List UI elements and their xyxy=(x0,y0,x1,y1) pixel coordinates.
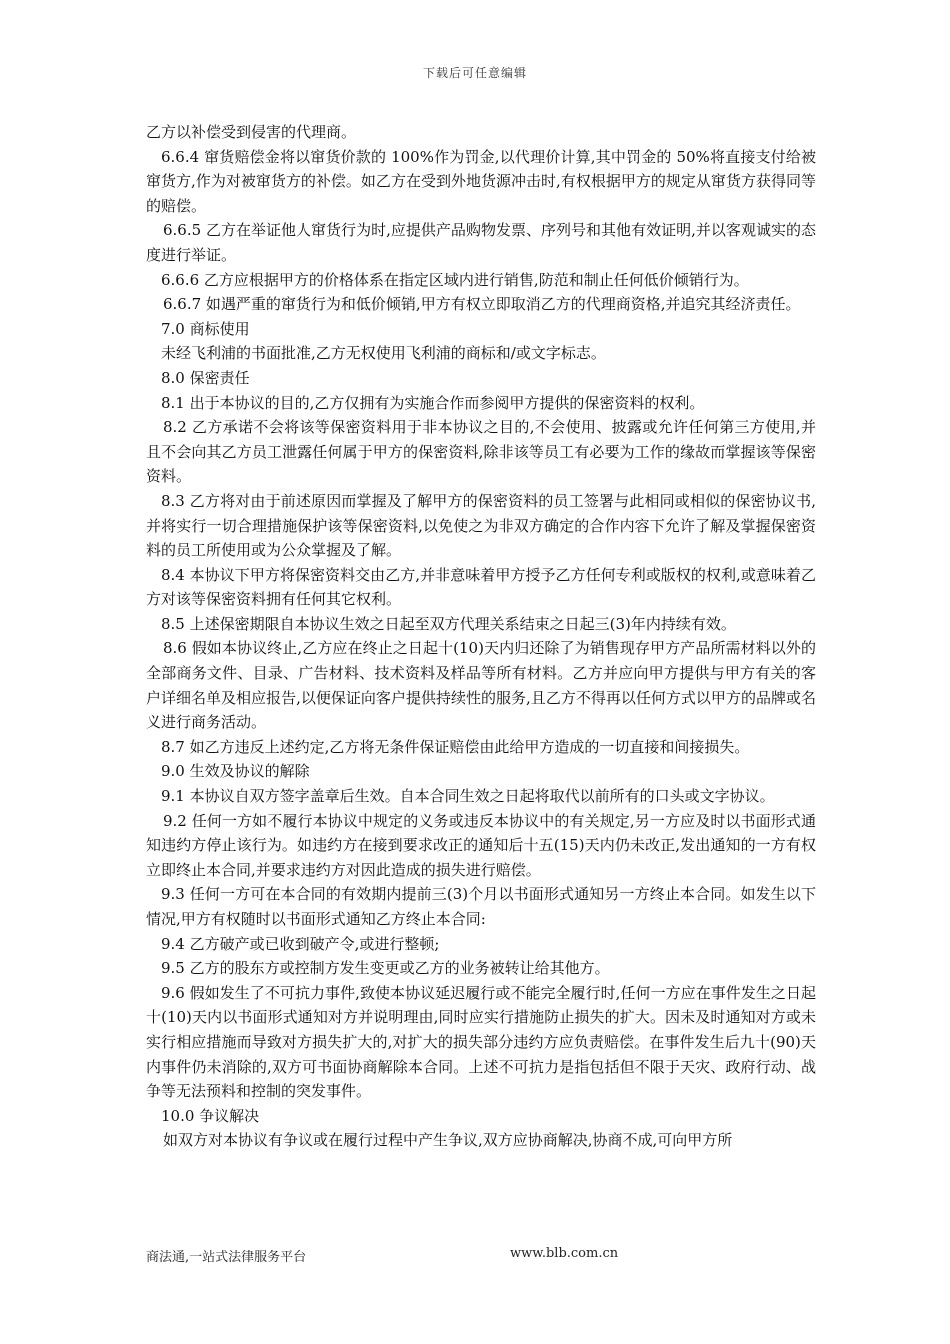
paragraph: 8.4 本协议下甲方将保密资料交由乙方,并非意味着甲方授予乙方任何专利或版权的权利,或意味着乙方对该等保密资料拥有任何其它权利。 xyxy=(146,565,816,609)
paragraph: 9.6 假如发生了不可抗力事件,致使本协议延迟履行或不能完全履行时,任何一方应在事件发生之日起十(10)天内以书面形式通知对方并说明理由,同时应实行措施防止损失的扩大。因未及时通知对方或未实行相应措施而导致对方损失扩大的,对扩大的损失部分违约方应负责赔偿。在事件发生后九十(90)天内事件仍未消除的,双方可书面协商解除本合同。上述不可抗力是指包括但不限于天灾、政府行动、战争等无法预料和控制的突发事件。 xyxy=(146,983,816,1101)
paragraph: 9.1 本协议自双方签字盖章后生效。自本合同生效之日起将取代以前所有的口头或文字协议。 xyxy=(161,787,775,806)
paragraph: 9.4 乙方破产或已收到破产令,或进行整顿; xyxy=(161,934,440,953)
paragraph: 9.5 乙方的股东方或控制方发生变更或乙方的业务被转让给其他方。 xyxy=(161,959,610,978)
paragraph: 8.1 出于本协议的目的,乙方仅拥有为实施合作而参阅甲方提供的保密资料的权利。 xyxy=(161,393,705,412)
paragraph: 乙方以补偿受到侵害的代理商。 xyxy=(146,123,357,141)
paragraph: 未经飞利浦的书面批准,乙方无权使用飞利浦的商标和/或文字标志。 xyxy=(161,344,606,363)
paragraph: 7.0 商标使用 xyxy=(161,319,250,338)
paragraph: 6.6.6 乙方应根据甲方的价格体系在指定区域内进行销售,防范和制止任何低价倾销行为。 xyxy=(161,270,749,289)
paragraph: 如双方对本协议有争议或在履行过程中产生争议,双方应协商解决,协商不成,可向甲方所 xyxy=(163,1131,733,1150)
paragraph: 8.5 上述保密期限自本协议生效之日起至双方代理关系结束之日起三(3)年内持续有效。 xyxy=(161,614,736,633)
paragraph: 6.6.5 乙方在举证他人窜货行为时,应提供产品购物发票、序列号和其他有效证明,并以客观诚实的态度进行举证。 xyxy=(146,221,816,264)
paragraph: 6.6.7 如遇严重的窜货行为和低价倾销,甲方有权立即取消乙方的代理商资格,并追究其经济责任。 xyxy=(163,295,801,314)
paragraph: 8.6 假如本协议终止,乙方应在终止之日起十(10)天内归还除了为销售现存甲方产品所需材料以外的全部商务文件、目录、广告材料、技术资料及样品等所有材料。乙方并应向甲方提供与甲方有关的客户详细名单及相应报告,以便保证向客户提供持续性的服务,且乙方不得再以任何方式以甲方的品牌或名义进行商务活动。 xyxy=(146,639,816,732)
paragraph: 8.7 如乙方违反上述约定,乙方将无条件保证赔偿由此给甲方造成的一切直接和间接损失。 xyxy=(161,737,750,756)
paragraph: 8.3 乙方将对由于前述原因而掌握及了解甲方的保密资料的员工签署与此相同或相似的保密协议书,并将实行一切合理措施保护该等保密资料,以免使之为非双方确定的合作内容下允许了解及掌握保密资料的员工所使用或为公众掌握及了解。 xyxy=(146,491,816,560)
page-header: 下载后可任意编辑 xyxy=(422,66,527,80)
paragraph: 6.6.4 窜货赔偿金将以窜货价款的 100%作为罚金,以代理价计算,其中罚金的 50%将直接支付给被窜货方,作为对被窜货方的补偿。如乙方在受到外地货源冲击时,有权根据甲方的规定从窜货方获得同等的赔偿。 xyxy=(146,147,816,215)
footer-platform-name: 商法通,一站式法律服务平台 xyxy=(146,1250,307,1265)
paragraph: 9.0 生效及协议的解除 xyxy=(161,762,310,781)
paragraph: 10.0 争议解决 xyxy=(161,1106,260,1125)
paragraph: 8.2 乙方承诺不会将该等保密资料用于非本协议之目的,不会使用、披露或允许任何第三方使用,并且不会向其乙方员工泄露任何属于甲方的保密资料,除非该等员工有必要为工作的缘故而掌握该等保密资料。 xyxy=(146,418,816,486)
footer-website: www.blb.com.cn xyxy=(510,1246,619,1261)
paragraph: 8.0 保密责任 xyxy=(161,368,250,387)
paragraph: 9.3 任何一方可在本合同的有效期内提前三(3)个月以书面形式通知另一方终止本合同。如发生以下情况,甲方有权随时以书面形式通知乙方终止本合同: xyxy=(146,885,816,928)
paragraph: 9.2 任何一方如不履行本协议中规定的义务或违反本协议中的有关规定,另一方应及时以书面形式通知违约方停止该行为。如违约方在接到要求改正的通知后十五(15)天内仍未改正,发出通知的一方有权立即终止本合同,并要求违约方对因此造成的损失进行赔偿。 xyxy=(146,811,816,879)
document-body xyxy=(146,120,816,1153)
